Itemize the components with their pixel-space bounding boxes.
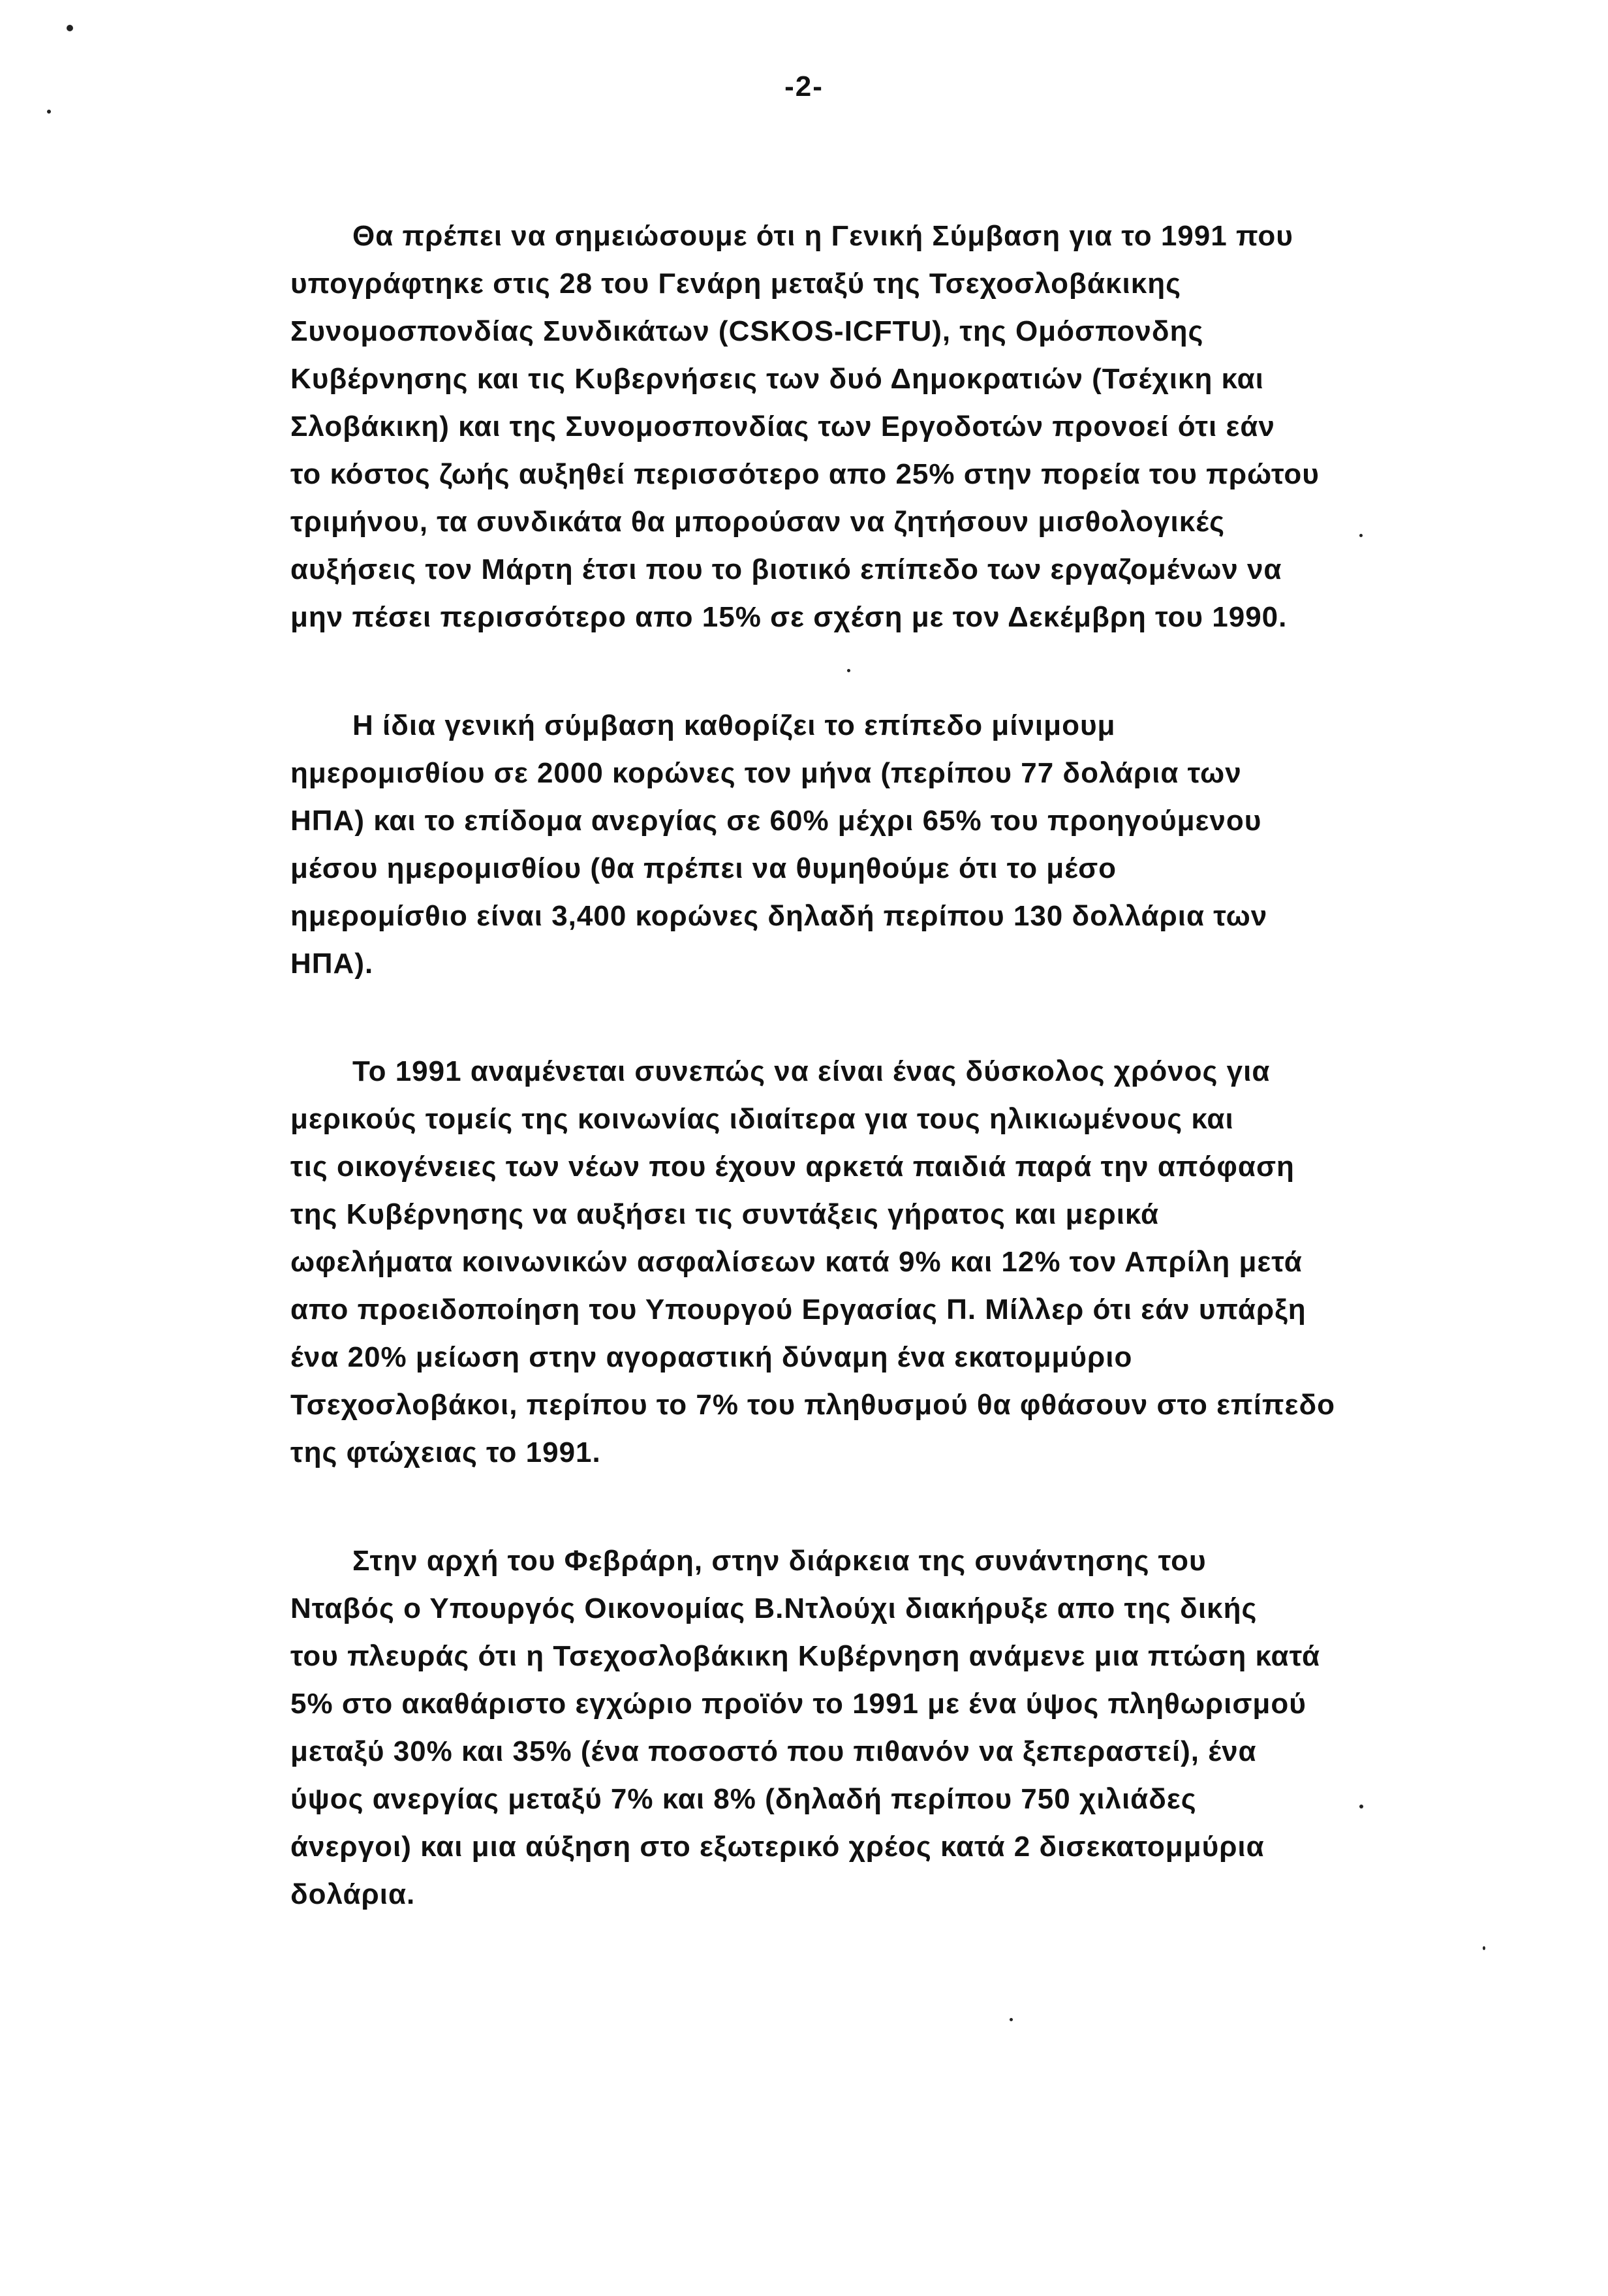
text-line: το κόστος ζωής αυξηθεί περισσότερο απο 25% στην πορεία του πρώτου xyxy=(290,458,1320,490)
page-number: -2- xyxy=(784,70,824,102)
text-line: αυξήσεις τον Μάρτη έτσι που το βιοτικό επίπεδο των εργαζομένων να xyxy=(290,553,1282,585)
text-line: μερικούς τομείς της κοινωνίας ιδιαίτερα για τους ηλικιωμένους και xyxy=(290,1103,1234,1135)
text-line: Τσεχοσλοβάκοι, περίπου το 7% του πληθυσμού θα φθάσουν στο επίπεδο xyxy=(290,1389,1336,1421)
scan-speck xyxy=(1359,1805,1363,1808)
text-line: τριμήνου, τα συνδικάτα θα μπορούσαν να ζητήσουν μισθολογικές xyxy=(290,506,1226,538)
scan-speck xyxy=(1483,1946,1485,1950)
text-line: Στην αρχή του Φεβράρη, στην διάρκεια της συνάντησης του xyxy=(352,1545,1207,1577)
text-line: ημερομισθίου σε 2000 κορώνες τον μήνα (περίπου 77 δολάρια των xyxy=(290,757,1242,789)
text-line: ΗΠΑ) και το επίδομα ανεργίας σε 60% μέχρι 65% του προηγούμενου xyxy=(290,805,1262,837)
text-line: τις οικογένειες των νέων που έχουν αρκετά παιδιά παρά την απόφαση xyxy=(290,1151,1295,1183)
text-line: Το 1991 αναμένεται συνεπώς να είναι ένας δύσκολος χρόνος για xyxy=(352,1055,1271,1087)
paragraph-difficult-year xyxy=(290,1047,1351,1476)
text-line: ένα 20% μείωση στην αγοραστική δύναμη ένα εκατομμύριο xyxy=(290,1341,1133,1373)
text-line: Νταβός ο Υπουργός Οικονομίας Β.Ντλούχι διακήρυξε απο της δικής xyxy=(290,1592,1258,1624)
paragraph-davos-meeting xyxy=(290,1537,1354,1918)
text-line: του πλευράς ότι η Τσεχοσλοβάκικη Κυβέρνηση ανάμενε μια πτώση κατά xyxy=(290,1640,1321,1672)
text-line: απο προειδοποίηση του Υπουργού Εργασίας Π. Μίλλερ ότι εάν υπάρξη xyxy=(290,1294,1306,1326)
text-line: 5% στο ακαθάριστο εγχώριο προϊόν το 1991 με ένα ύψος πληθωρισμού xyxy=(290,1688,1306,1720)
text-line: ΗΠΑ). xyxy=(290,948,374,980)
text-line: της Κυβέρνησης να αυξήσει τις συντάξεις γήρατος και μερικά xyxy=(290,1198,1160,1230)
text-line: μέσου ημερομισθίου (θα πρέπει να θυμηθούμε ότι το μέσο xyxy=(290,852,1117,884)
text-line: ύψος ανεργίας μεταξύ 7% και 8% (δηλαδή περίπου 750 χιλιάδες xyxy=(290,1783,1197,1815)
text-line: Η ίδια γενική σύμβαση καθορίζει το επίπεδο μίνιμουμ xyxy=(352,709,1116,741)
scan-speck xyxy=(47,110,51,114)
text-line: Σλοβάκικη) και της Συνομοσπονδίας των Εργοδοτών προνοεί ότι εάν xyxy=(290,411,1275,442)
text-line: υπογράφτηκε στις 28 του Γενάρη μεταξύ της Τσεχοσλοβάκικης xyxy=(290,268,1182,300)
paragraph-general-agreement xyxy=(290,212,1351,641)
text-line: ημερομίσθιο είναι 3,400 κορώνες δηλαδή περίπου 130 δολλάρια των xyxy=(290,900,1268,932)
text-line: Συνομοσπονδίας Συνδικάτων (CSKOS-ICFTU), της Ομόσπονδης xyxy=(290,315,1204,347)
text-line: της φτώχειας το 1991. xyxy=(290,1436,601,1468)
text-line: Κυβέρνησης και τις Κυβερνήσεις των δυό Δημοκρατιών (Τσέχικη και xyxy=(290,363,1264,395)
scan-speck xyxy=(1359,534,1363,537)
text-line: μην πέσει περισσότερο απο 15% σε σχέση με τον Δεκέμβρη του 1990. xyxy=(290,601,1288,633)
scan-speck xyxy=(1010,2018,1013,2021)
text-line: Θα πρέπει να σημειώσουμε ότι η Γενική Σύμβαση για το 1991 που xyxy=(352,220,1293,252)
text-line: ωφελήματα κοινωνικών ασφαλίσεων κατά 9% και 12% τον Απρίλη μετά xyxy=(290,1246,1303,1278)
scan-speck xyxy=(847,669,850,672)
text-line: μεταξύ 30% και 35% (ένα ποσοστό που πιθανόν να ξεπεραστεί), ένα xyxy=(290,1735,1257,1767)
text-line: δολάρια. xyxy=(290,1878,416,1910)
scan-speck xyxy=(67,25,73,31)
text-line: άνεργοι) και μια αύξηση στο εξωτερικό χρέος κατά 2 δισεκατομμύρια xyxy=(290,1831,1265,1863)
paragraph-minimum-wage xyxy=(290,702,1351,987)
